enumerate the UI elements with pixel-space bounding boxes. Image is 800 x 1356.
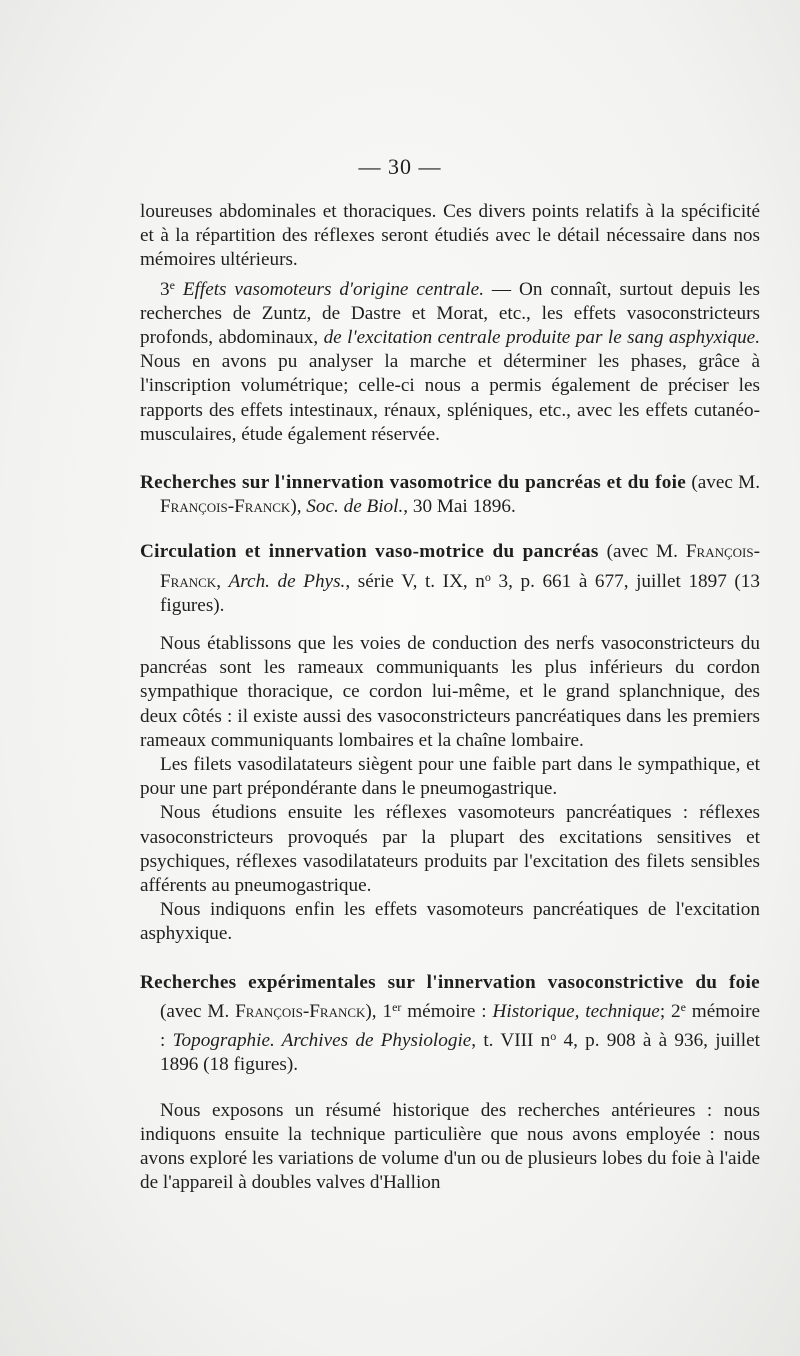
entry-text: ), 1 <box>365 1000 393 1022</box>
entry-journal: Arch. de Phys. <box>228 570 346 592</box>
entry-journal: Topographie. Archives de Physiologie <box>172 1030 472 1052</box>
section-heading: Effets vasomoteurs d'origine centrale. <box>182 278 484 300</box>
entry-text: , <box>216 570 229 592</box>
entry-author: François-Franck <box>160 541 761 592</box>
entry-text: (avec M. <box>160 1000 236 1022</box>
body-paragraph: Nous établissons que les voies de conduction des nerfs vasoconstricteurs du pancréas sont les rameaux communiquants les plus inférieurs du cordon sympathique thoracique, ce cordon lui-même, et le grand splanchnique, des deux côtés : il existe aussi des vasoconstricteurs pancréatiques dans les premiers rameaux communiquants lombaires et la chaîne lombaire. <box>140 633 760 751</box>
entry-text: (avec M. <box>686 472 761 494</box>
paragraph-continuation: loureuses abdominales et thoraciques. Ces divers points relatifs à la spécificité et à la répartition des réflexes seront étudiés avec le détail nécessaire dans nos mémoires ultérieurs. <box>140 201 760 271</box>
entry-text: , t. VIII n <box>471 1030 551 1052</box>
body-paragraph: Nous indiquons enfin les effets vasomoteurs pancréatiques de l'excitation asphyxique. <box>140 899 760 945</box>
bibliography-entry <box>140 540 760 618</box>
body-paragraph: Nous étudions ensuite les réflexes vasomoteurs pancréatiques : réflexes vasoconstricteurs provoqués par la plupart des excitations sensitives et psychiques, réflexes vasodilatateurs produits par l'excitation des filets sensibles afférents au pneumogastrique. <box>140 802 760 897</box>
entry-superscript: er <box>392 999 402 1014</box>
entry-text: mémoire : <box>401 1000 493 1022</box>
entry-title: Recherches expérimentales sur l'innervation vasoconstrictive du foie <box>140 971 760 993</box>
page-body <box>140 200 760 1195</box>
section-number-suffix: e <box>169 277 175 292</box>
entry-text: 4, p. 908 à à 936, juillet 1896 (18 figures). <box>160 1030 760 1076</box>
page-number: — 30 — <box>358 154 442 179</box>
entry-author: François-Franck <box>235 1000 366 1022</box>
entry-journal: Soc. de Biol. <box>306 496 404 518</box>
section-number: 3 <box>160 278 170 300</box>
entry-superscript: e <box>680 999 686 1014</box>
body-paragraph: Nous exposons un résumé historique des recherches antérieures : nous indiquons ensuite la technique particulière que nous avons employée : nous avons exploré les variations de volume d'un ou de plusieurs lobes du foie à l'aide de l'appareil à doubles valves d'Hallion <box>140 1099 760 1194</box>
entry-superscript: o <box>550 1029 557 1044</box>
entry-title: Recherches sur l'innervation vasomotrice du pancréas et du foie <box>140 472 687 494</box>
entry-superscript: o <box>484 569 491 584</box>
entry-text: mémoire : <box>160 1000 761 1052</box>
entry-journal: Historique, technique <box>492 1000 660 1022</box>
paragraph-central-effects <box>140 273 760 447</box>
entry-text: , 30 Mai 1896. <box>403 496 516 518</box>
entry-text: 3, p. 661 à 677, juillet 1897 (13 figures). <box>160 570 760 616</box>
paragraph-text: — On connaît, surtout depuis les recherches de Zuntz, de Dastre et Morat, etc., les effets vasoconstricteurs profonds, abdominaux, <box>140 278 761 349</box>
body-paragraph: Les filets vasodilatateurs siègent pour une faible part dans le sympathique, et pour une part prépondérante dans le pneumogastrique. <box>140 754 760 800</box>
entry-author: François-Franck <box>160 496 291 518</box>
bibliography-entry <box>140 471 760 519</box>
entry-text: , série V, t. IX, n <box>345 570 485 592</box>
paragraph-emphasis: de l'excitation centrale produite par le sang asphyxique. <box>323 327 760 349</box>
entry-title: Circulation et innervation vaso-motrice du pancréas <box>140 541 599 563</box>
entry-text: ; 2 <box>659 1000 681 1022</box>
bibliography-entry <box>140 971 760 1078</box>
entry-text: (avec M. <box>598 541 686 563</box>
paragraph-text: Nous en avons pu analyser la marche et déterminer les phases, grâce à l'inscription volumétrique; celle-ci nous a permis également de préciser les rapports des effets intestinaux, rénaux, spléniques, etc., avec les effets cutanéo-musculaires, étude également réservée. <box>140 351 760 445</box>
entry-text: ), <box>290 496 307 518</box>
